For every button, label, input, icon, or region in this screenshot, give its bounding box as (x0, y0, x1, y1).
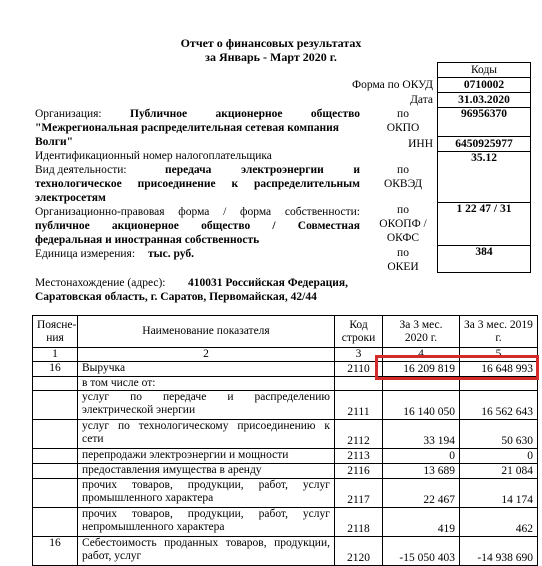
header-notes: Поясне-ния (33, 316, 78, 348)
row-name: прочих товаров, продукции, работ, услуг промышленного характера (78, 479, 335, 508)
row-current: -15 050 403 (383, 537, 460, 566)
date-value: 31.03.2020 (437, 92, 531, 108)
okopf-label-1: по (397, 204, 409, 216)
okopf-value: 1 22 47 / 31 (437, 202, 531, 246)
okei-label-2: ОКЕИ (387, 261, 419, 273)
column-number: 4 (383, 348, 460, 362)
row-code: 2118 (335, 508, 383, 537)
row-note (33, 377, 78, 391)
row-code: 2113 (335, 449, 383, 464)
row-note: 16 (33, 537, 78, 566)
row-previous: 462 (460, 508, 538, 537)
okpo-label-2: ОКПО (386, 122, 420, 134)
row-note (33, 420, 78, 449)
table-row (33, 464, 538, 479)
row-current: 16 140 050 (383, 391, 460, 420)
row-note (33, 464, 78, 479)
table-row (33, 508, 538, 537)
table-row (33, 537, 538, 566)
table-row (33, 479, 538, 508)
report-title: Отчет о финансовых результатах (180, 36, 362, 50)
legal-form-line3: федеральная и иностранная собственность (35, 234, 260, 246)
activity-label: Вид деятельности: (35, 164, 127, 176)
inn-value: 6450925977 (437, 136, 531, 152)
row-code: 2120 (335, 537, 383, 566)
row-note (33, 508, 78, 537)
org-name-line3: Волги" (35, 136, 73, 148)
row-code: 2117 (335, 479, 383, 508)
row-previous: -14 938 690 (460, 537, 538, 566)
row-previous: 21 084 (460, 464, 538, 479)
codes-header: Коды (437, 62, 531, 78)
row-name: прочих товаров, продукции, работ, услуг непромышленного характера (78, 508, 335, 537)
row-name: предоставления имущества в аренду (78, 464, 335, 479)
row-current: 419 (383, 508, 460, 537)
unit-value: тыс. руб. (148, 248, 194, 260)
okud-label: Форма по ОКУД (352, 79, 433, 91)
financial-results-table (32, 315, 538, 566)
revenue-highlight-box (375, 355, 539, 380)
row-note: 16 (33, 362, 78, 377)
row-code: 2116 (335, 464, 383, 479)
okpo-value: 96956370 (437, 107, 531, 137)
row-current: 16 209 819 (383, 362, 460, 377)
row-current: 22 467 (383, 479, 460, 508)
date-label: Дата (410, 94, 433, 106)
row-name: перепродажи электроэнергии и мощности (78, 449, 335, 464)
location-line1: 410031 Российская Федерация, (188, 277, 348, 289)
okud-value: 0710002 (437, 77, 531, 93)
report-period: за Январь - Март 2020 г. (205, 50, 337, 64)
location-label: Местонахождение (адрес): (35, 277, 166, 289)
row-name: в том числе от: (78, 377, 335, 391)
header-name: Наименование показателя (78, 316, 335, 348)
org-name-line1: Публичное акционерное общество (130, 108, 360, 120)
table-row (33, 449, 538, 464)
inn-caption: Идентификационный номер налогоплательщика (35, 150, 272, 162)
row-current: 0 (383, 449, 460, 464)
activity-line3: электросетям (35, 192, 106, 204)
okopf-label-3: ОКФС (386, 232, 420, 244)
okei-label-1: по (397, 247, 409, 259)
legal-form-caption: Организационно-правовая форма / форма собственности: (35, 206, 360, 218)
row-name: услуг по технологическому присоединению к сети (78, 420, 335, 449)
activity-line2: технологическое присоединение к распределительным (35, 178, 360, 190)
activity-line1: передача электроэнергии и (165, 164, 360, 176)
okpo-label-1: по (397, 108, 409, 120)
column-number: 1 (33, 348, 78, 362)
column-number: 2 (78, 348, 335, 362)
row-previous: 0 (460, 449, 538, 464)
table-row (33, 391, 538, 420)
header-code: Код строки (335, 316, 383, 348)
row-code: 2112 (335, 420, 383, 449)
row-code: 2111 (335, 391, 383, 420)
row-note (33, 391, 78, 420)
row-name: услуг по передаче и распределению электрической энергии (78, 391, 335, 420)
row-note (33, 479, 78, 508)
row-previous: 50 630 (460, 420, 538, 449)
row-previous: 16 562 643 (460, 391, 538, 420)
okopf-label-2: ОКОПФ / (379, 218, 427, 230)
okved-label-1: по (397, 164, 409, 176)
table-row (33, 420, 538, 449)
location-line2: Саратовская область, г. Саратов, Первомайская, 42/44 (35, 291, 317, 303)
column-number: 5 (460, 348, 538, 362)
table-header-row (33, 316, 538, 348)
row-code: 2110 (335, 362, 383, 377)
row-name: Выручка (78, 362, 335, 377)
row-current: 33 194 (383, 420, 460, 449)
row-current: 13 689 (383, 464, 460, 479)
okved-value: 35.12 (437, 151, 531, 203)
org-label: Организация: (35, 108, 102, 120)
row-name: Себестоимость проданных товаров, продукции, работ, услуг (78, 537, 335, 566)
row-previous: 14 174 (460, 479, 538, 508)
legal-form-line2: публичное акционерное общество / Совместная (35, 220, 360, 232)
unit-label: Единица измерения: (35, 248, 136, 260)
inn-label: ИНН (408, 138, 433, 150)
row-note (33, 449, 78, 464)
okved-label-2: ОКВЭД (383, 178, 423, 190)
row-previous: 16 648 993 (460, 362, 538, 377)
header-current-period: За 3 мес. 2020 г. (383, 316, 460, 348)
column-number: 3 (335, 348, 383, 362)
header-previous-period: За 3 мес. 2019 г. (460, 316, 538, 348)
okei-value: 384 (437, 245, 531, 273)
org-name-line2: "Межрегиональная распределительная сетевая компания (35, 122, 339, 134)
